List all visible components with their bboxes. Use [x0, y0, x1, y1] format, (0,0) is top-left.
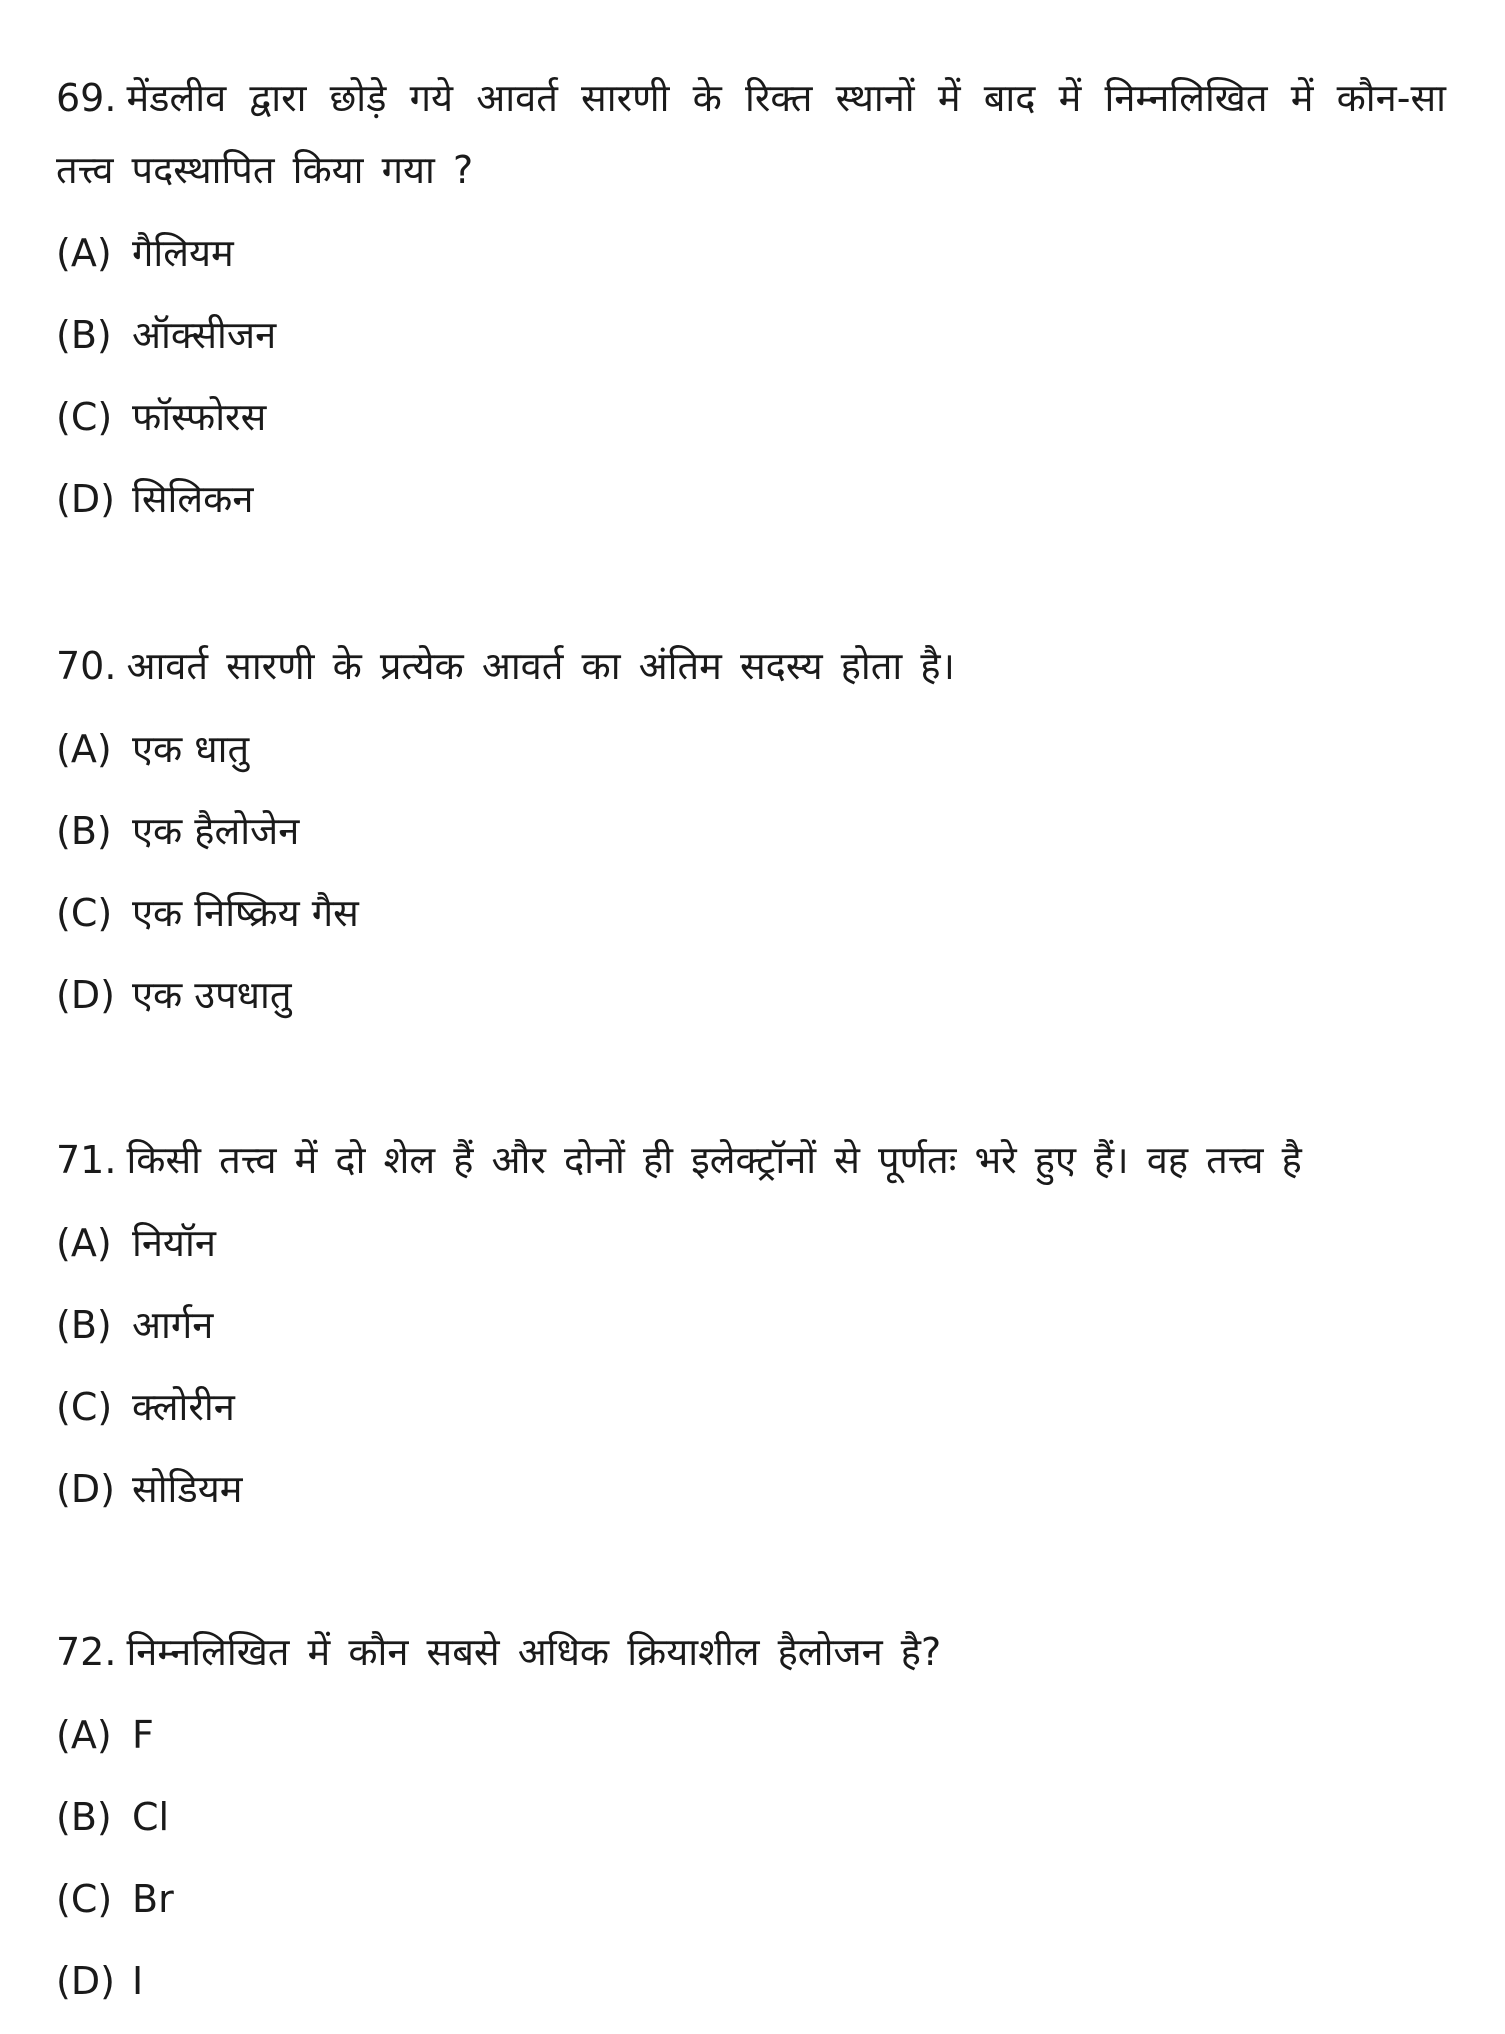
- question-text: [56, 1616, 1446, 1688]
- option-d: [56, 1940, 1446, 2022]
- option-b: [56, 1776, 1446, 1858]
- option-text: एक हैलोजेन: [132, 809, 300, 853]
- option-text: एक निष्क्रिय गैस: [132, 891, 359, 935]
- question-70: [56, 630, 1446, 1036]
- option-b: [56, 1284, 1446, 1366]
- option-text: फॉस्फोरस: [132, 395, 267, 439]
- question-text: [56, 62, 1446, 206]
- question-text: [56, 630, 1446, 702]
- question-body: आवर्त सारणी के प्रत्येक आवर्त का अंतिम सदस्य होता है।: [126, 644, 955, 688]
- option-a: [56, 1202, 1446, 1284]
- option-d: [56, 458, 1446, 540]
- option-text: Cl: [132, 1795, 170, 1839]
- options-list: [56, 708, 1446, 1036]
- question-body: निम्नलिखित में कौन सबसे अधिक क्रियाशील हैलोजन है?: [126, 1630, 942, 1674]
- question-body: मेंडलीव द्वारा छोड़े गये आवर्त सारणी के रिक्त स्थानों में बाद में निम्नलिखित में कौन-सा तत्त्व पदस्थापित किया गया ?: [56, 76, 1446, 192]
- option-text: नियॉन: [132, 1221, 216, 1265]
- options-list: [56, 212, 1446, 540]
- question-72: [56, 1616, 1446, 2022]
- option-label: (B): [56, 809, 112, 853]
- option-d: [56, 1448, 1446, 1530]
- option-label: (B): [56, 1795, 112, 1839]
- option-label: (D): [56, 1467, 115, 1511]
- option-label: (A): [56, 231, 112, 275]
- options-list: [56, 1202, 1446, 1530]
- question-body: किसी तत्त्व में दो शेल हैं और दोनों ही इलेक्ट्रॉनों से पूर्णतः भरे हुए हैं। वह तत्त्व है: [126, 1138, 1302, 1182]
- option-label: (C): [56, 395, 113, 439]
- question-number: 70.: [56, 644, 117, 688]
- option-label: (B): [56, 1303, 112, 1347]
- option-label: (C): [56, 1385, 113, 1429]
- question-69: [56, 62, 1446, 540]
- option-label: (D): [56, 1959, 115, 2003]
- option-text: एक धातु: [132, 727, 250, 771]
- question-text: [56, 1124, 1446, 1196]
- option-a: [56, 212, 1446, 294]
- option-label: (B): [56, 313, 112, 357]
- option-label: (A): [56, 1713, 112, 1757]
- option-label: (D): [56, 973, 115, 1017]
- option-a: [56, 708, 1446, 790]
- question-number: 72.: [56, 1630, 117, 1674]
- options-list: [56, 1694, 1446, 2022]
- option-text: गैलियम: [132, 231, 234, 275]
- option-c: [56, 872, 1446, 954]
- question-number: 71.: [56, 1138, 117, 1182]
- option-label: (C): [56, 1877, 113, 1921]
- option-text: Br: [132, 1877, 174, 1921]
- option-c: [56, 1366, 1446, 1448]
- option-b: [56, 790, 1446, 872]
- question-71: [56, 1124, 1446, 1530]
- option-text: एक उपधातु: [132, 973, 292, 1017]
- option-text: F: [132, 1713, 154, 1757]
- option-text: सोडियम: [132, 1467, 243, 1511]
- option-text: क्लोरीन: [132, 1385, 235, 1429]
- question-number: 69.: [56, 76, 117, 120]
- option-text: I: [132, 1959, 144, 2003]
- option-label: (A): [56, 1221, 112, 1265]
- option-d: [56, 954, 1446, 1036]
- option-label: (D): [56, 477, 115, 521]
- option-text: आर्गन: [132, 1303, 214, 1347]
- option-c: [56, 376, 1446, 458]
- option-a: [56, 1694, 1446, 1776]
- option-label: (C): [56, 891, 113, 935]
- option-text: ऑक्सीजन: [132, 313, 277, 357]
- option-b: [56, 294, 1446, 376]
- option-label: (A): [56, 727, 112, 771]
- option-c: [56, 1858, 1446, 1940]
- option-text: सिलिकन: [132, 477, 254, 521]
